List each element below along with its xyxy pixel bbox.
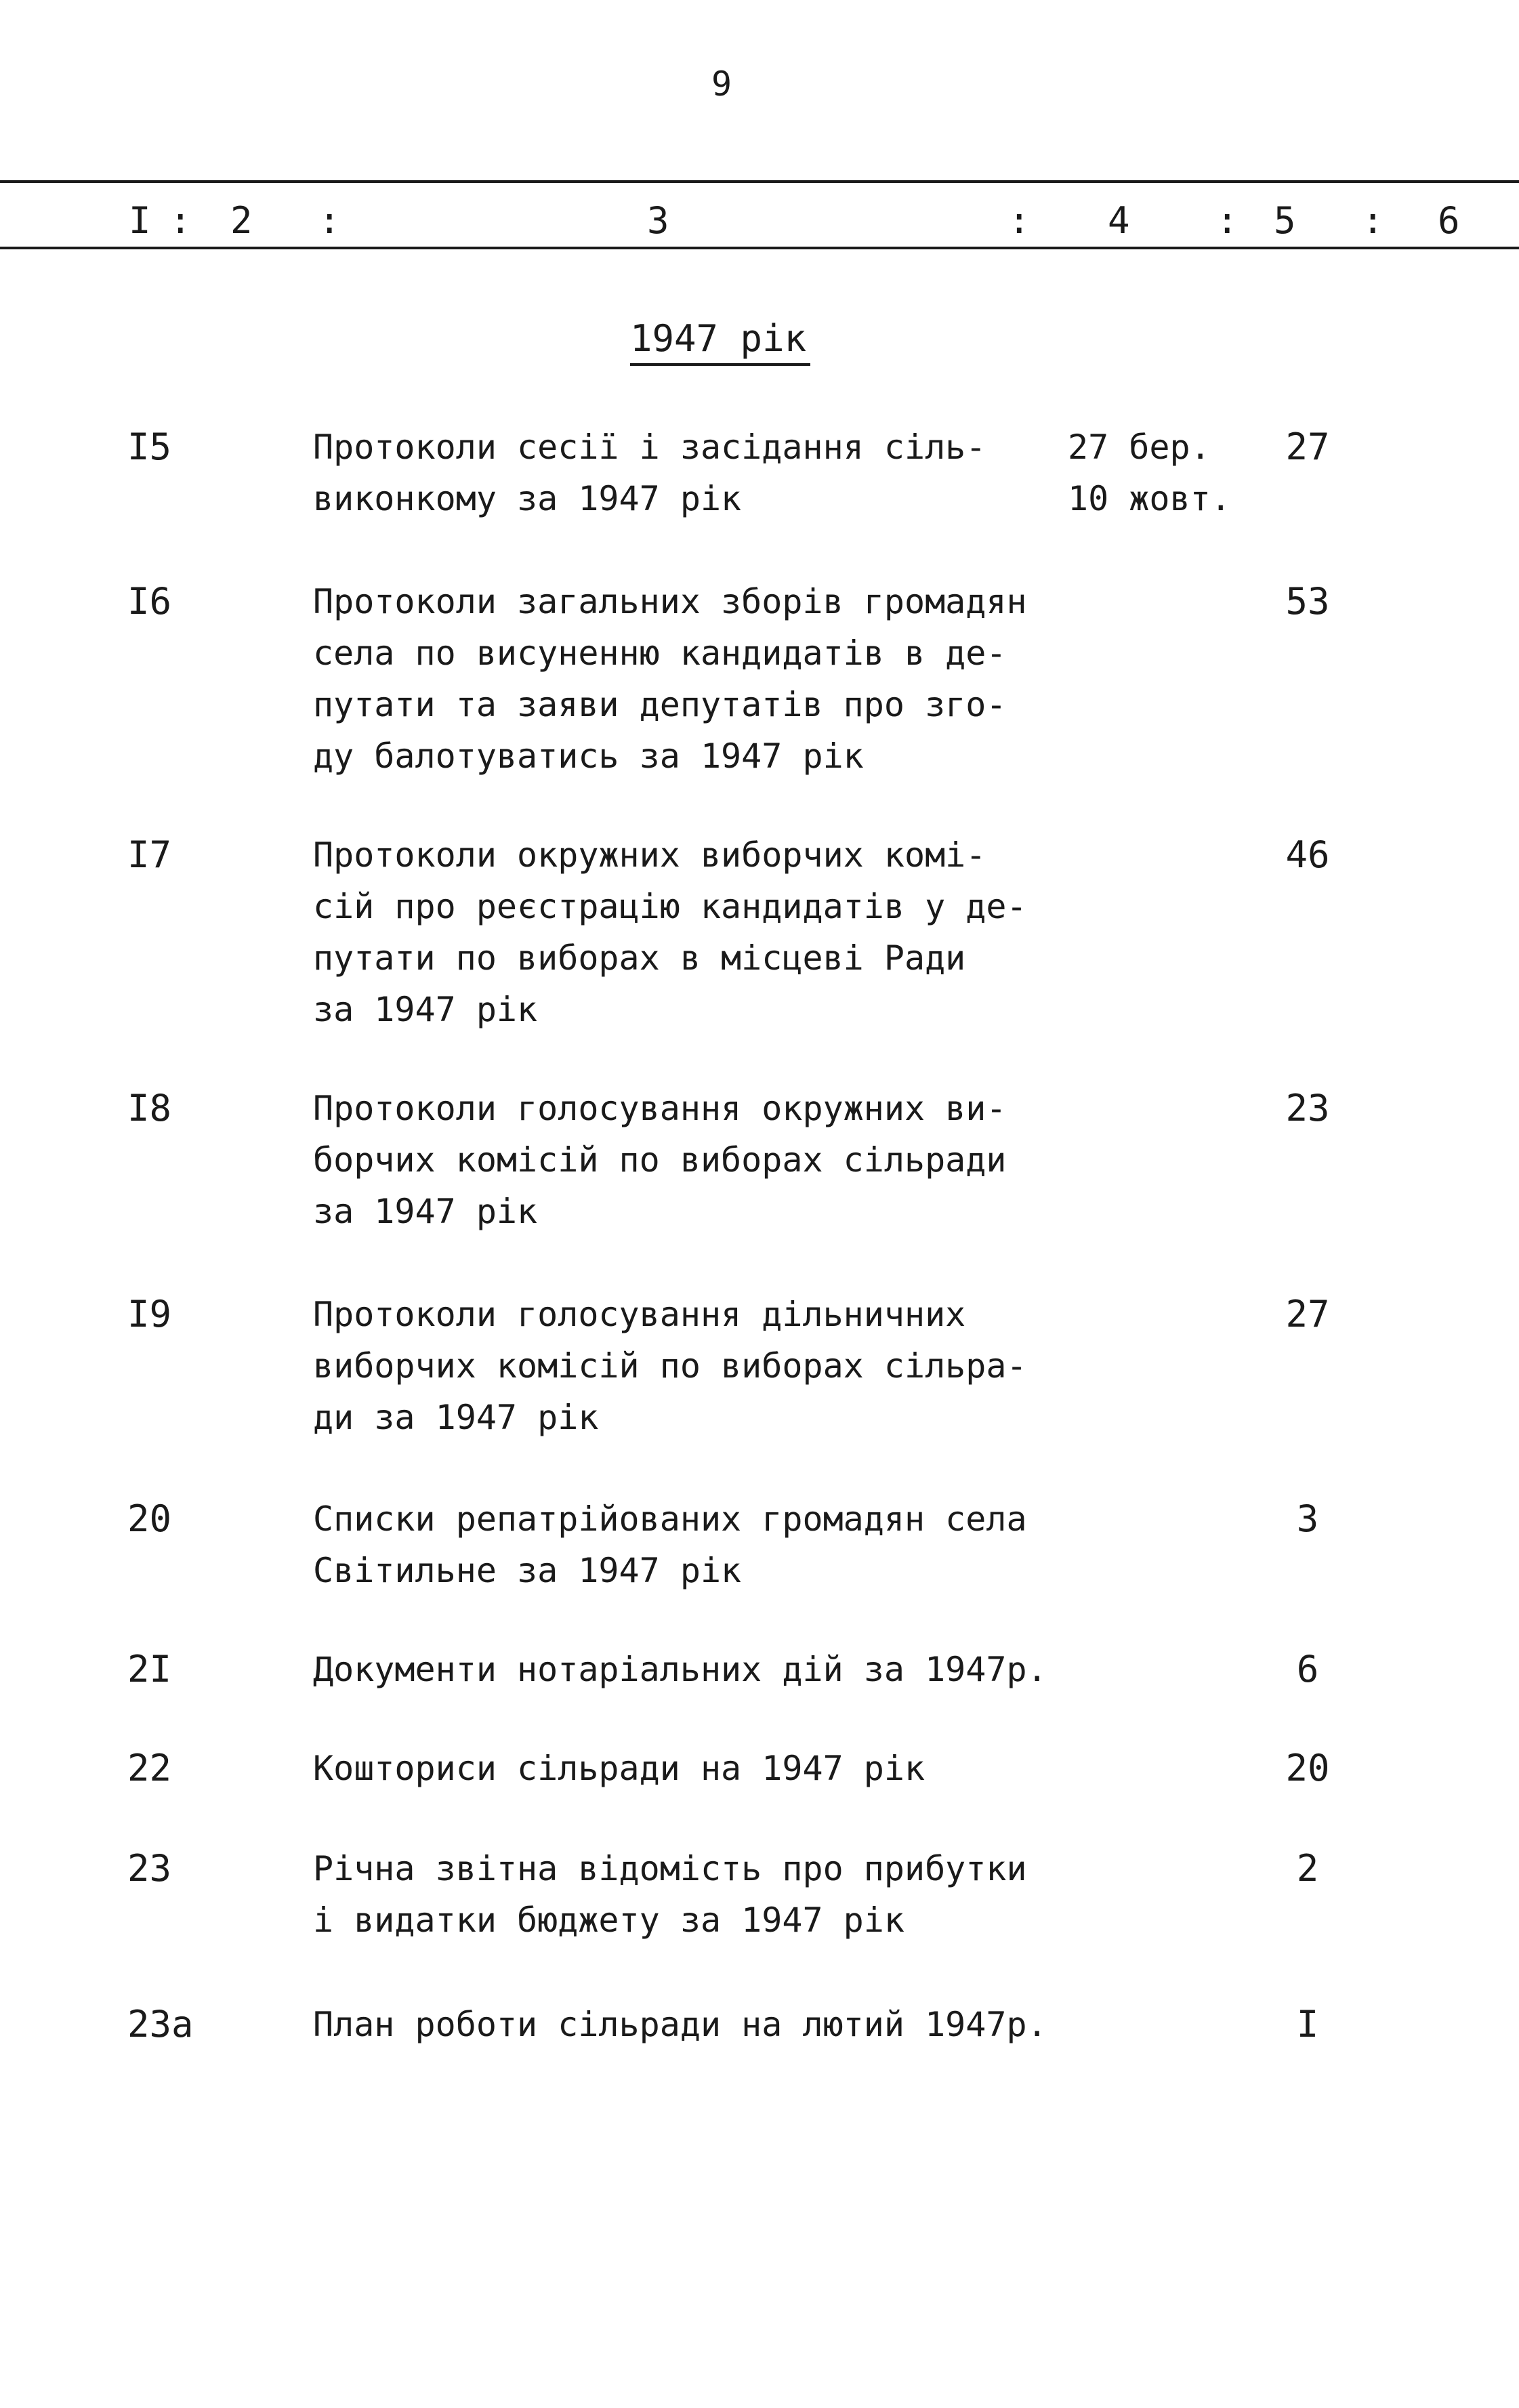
entry-title: Списки репатрійованих громадян села Світильне за 1947 рік — [313, 1499, 1027, 1590]
entry-title: План роботи сільради на лютий 1947р. — [313, 2005, 1047, 2044]
entry-number: 20 — [127, 1497, 172, 1540]
entry-number: 22 — [127, 1747, 172, 1789]
column-header-2: 2 — [230, 199, 253, 242]
column-header-6: 6 — [1438, 199, 1460, 242]
entry-sheets: 3 — [1296, 1497, 1319, 1540]
column-header-5: 5 — [1274, 199, 1296, 242]
entry-title: Протоколи сесії і засідання сіль- виконкому за 1947 рік — [313, 428, 986, 518]
entry-sheets: 27 — [1285, 425, 1330, 468]
entry-number: I9 — [127, 1293, 172, 1335]
column-header-3: 3 — [647, 199, 669, 242]
entry-sheets: 20 — [1285, 1747, 1330, 1789]
entry-sheets: 23 — [1285, 1087, 1330, 1129]
entry-title: Документи нотаріальних дій за 1947р. — [313, 1650, 1047, 1689]
entry-number: I6 — [127, 580, 172, 623]
entry-title: Протоколи загальних зборів громадян села по висуненню кандидатів в де- путати та заяви депутатів про зго- ду балотуватись за 1947 рік — [313, 582, 1027, 776]
year-heading: 1947 рік — [630, 318, 810, 366]
header-rule-top — [0, 180, 1519, 183]
page-number: 9 — [711, 64, 732, 104]
column-separator: : — [318, 199, 341, 242]
entry-sheets: 53 — [1285, 580, 1330, 623]
column-separator: : — [1008, 199, 1031, 242]
column-separator: : — [1362, 199, 1384, 242]
column-separator: : — [169, 199, 192, 242]
column-separator: : — [1216, 199, 1239, 242]
entry-sheets: 6 — [1296, 1648, 1319, 1690]
entry-number: I8 — [127, 1087, 172, 1129]
header-rule-bottom — [0, 247, 1519, 249]
entry-number: 23а — [127, 2003, 194, 2046]
entry-title: Річна звітна відомість про прибутки і видатки бюджету за 1947 рік — [313, 1849, 1027, 1940]
entry-sheets: 46 — [1285, 833, 1330, 876]
column-header-1: I — [129, 199, 151, 242]
entry-number: I5 — [127, 425, 172, 468]
entry-number: 23 — [127, 1847, 172, 1890]
entry-sheets: 27 — [1285, 1293, 1330, 1335]
column-header-4: 4 — [1108, 199, 1130, 242]
entry-number: I7 — [127, 833, 172, 876]
entry-dates: 27 бер. 10 жовт. — [1068, 428, 1231, 518]
entry-title: Протоколи окружних виборчих комі- сій про реєстрацію кандидатів у де- путати по виборах в місцеві Ради за 1947 рік — [313, 835, 1027, 1029]
entry-number: 2I — [127, 1648, 172, 1690]
entry-title: Протоколи голосування окружних ви- борчих комісій по виборах сільради за 1947 рік — [313, 1089, 1007, 1231]
entry-title: Протоколи голосування дільничних виборчих комісій по виборах сільра- ди за 1947 рік — [313, 1295, 1027, 1437]
entry-sheets: 2 — [1296, 1847, 1319, 1890]
entry-sheets: I — [1296, 2003, 1319, 2046]
entry-title: Кошториси сільради на 1947 рік — [313, 1749, 925, 1788]
